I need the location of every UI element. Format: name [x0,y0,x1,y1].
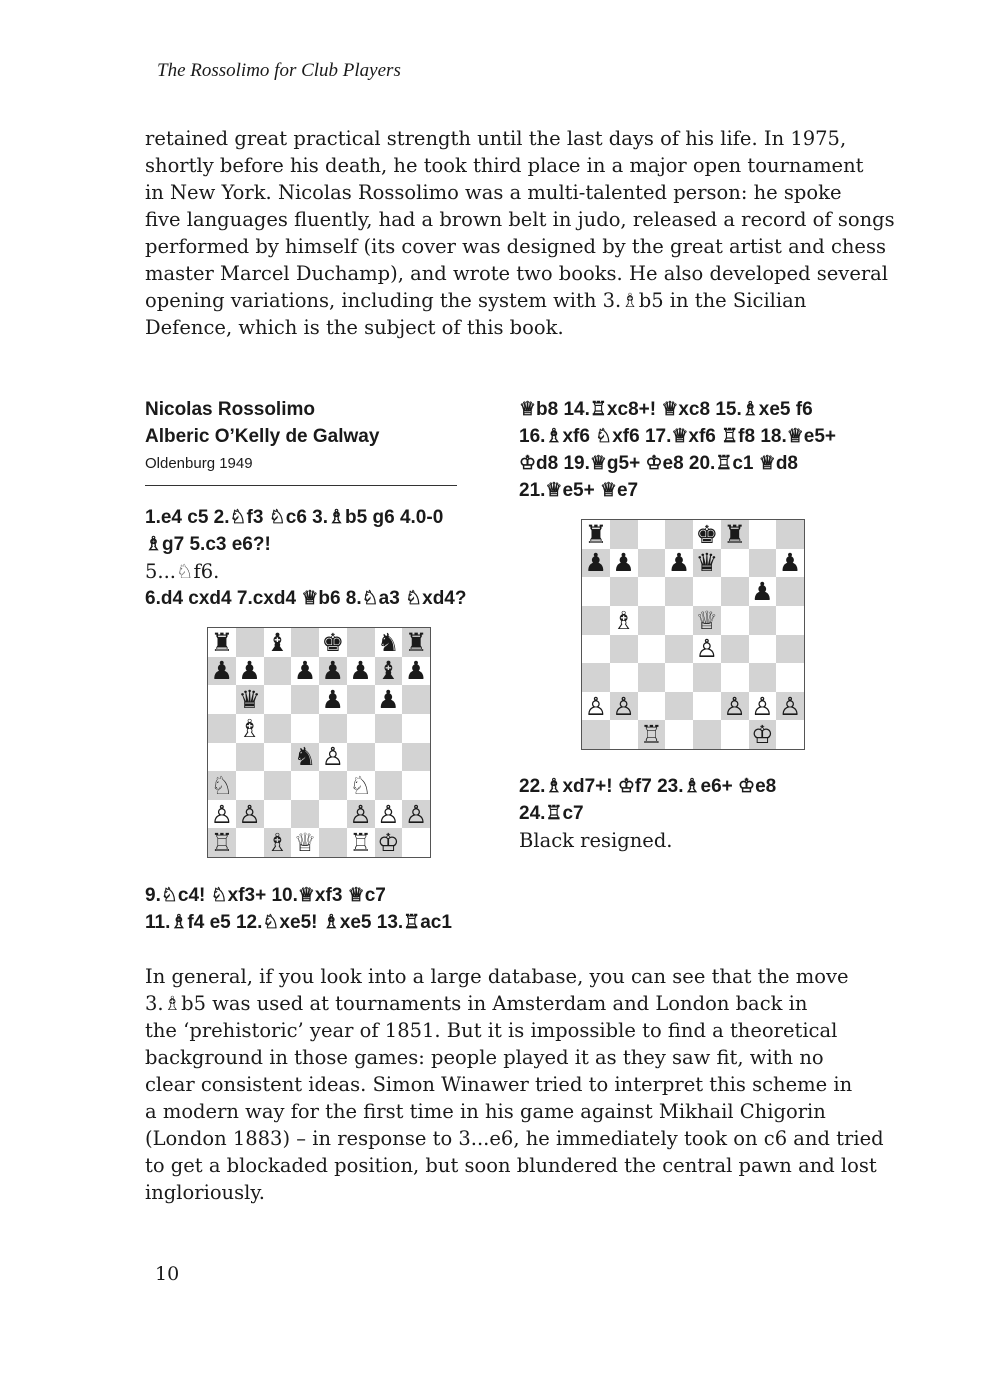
board-square [749,549,777,578]
board-square [402,714,430,743]
white-player: Nicolas Rossolimo [145,399,315,420]
game-header [145,396,379,478]
board-square [402,628,430,657]
board-square [582,692,610,721]
black-pawn-icon: ♟ [210,656,234,686]
board-square [610,520,638,549]
board-square [693,549,721,578]
board-square [319,685,347,714]
board-square [236,628,264,657]
board-square [610,549,638,578]
board-square [291,685,319,714]
board-square [347,743,375,772]
board-square [402,771,430,800]
board-square [347,628,375,657]
move-line: 9.♘c4! ♘xf3+ 10.♕xf3 ♕c7 [145,885,386,906]
board-square [375,628,403,657]
board-square [347,657,375,686]
white-pawn-icon: ♙ [210,799,234,829]
board-square [582,606,610,635]
board-square [264,657,292,686]
board-square [721,635,749,664]
black-king-icon: ♚ [695,519,719,549]
black-queen-icon: ♛ [238,685,261,715]
white-pawn-icon: ♙ [612,691,635,721]
board-square [638,606,666,635]
board-square [665,692,693,721]
white-king-icon: ♔ [377,828,400,858]
white-king-icon: ♔ [751,720,774,750]
white-pawn-icon: ♙ [238,799,261,829]
board-square [610,635,638,664]
white-pawn-icon: ♙ [404,799,428,829]
text-line: to get a blockaded position, but soon blundered the central pawn and lost [145,1154,877,1177]
board-square [693,606,721,635]
black-pawn-icon: ♟ [238,656,261,686]
board-square [776,720,804,749]
black-pawn-icon: ♟ [584,548,608,578]
board-square [291,657,319,686]
board-square [749,663,777,692]
board-square [291,743,319,772]
text-line: opening variations, including the system with 3.♗b5 in the Sicilian [145,289,807,312]
white-rook-icon: ♖ [210,828,234,858]
board-square [347,685,375,714]
board-square [264,800,292,829]
board-square [721,692,749,721]
moves-block-3 [519,396,836,504]
board-square [721,577,749,606]
board-square [291,714,319,743]
chess-diagram-2 [581,519,805,750]
text-line: in New York. Nicolas Rossolimo was a multi-talented person: he spoke [145,181,842,204]
text-line: ingloriously. [145,1181,265,1204]
game-venue: Oldenburg 1949 [145,455,253,472]
white-pawn-icon: ♙ [321,742,345,772]
board-square [375,657,403,686]
text-line: background in those games: people played it as they saw fit, with no [145,1046,824,1069]
board-square [721,520,749,549]
running-head: The Rossolimo for Club Players [157,60,401,81]
white-pawn-icon: ♙ [695,634,719,664]
board-square [749,520,777,549]
black-pawn-icon: ♟ [377,685,400,715]
board-square [665,720,693,749]
board-square [610,692,638,721]
board-square [236,743,264,772]
white-bishop-icon: ♗ [266,828,289,858]
page-number: 10 [155,1263,180,1285]
board-square [236,800,264,829]
board-square [208,714,236,743]
outro-paragraph [145,963,884,1206]
text-line: clear consistent ideas. Simon Winawer tried to interpret this scheme in [145,1073,853,1096]
board-square [402,800,430,829]
board-square [208,828,236,857]
board-square [208,685,236,714]
white-pawn-icon: ♙ [723,691,746,721]
board-square [610,606,638,635]
black-rook-icon: ♜ [210,627,234,657]
board-square [236,771,264,800]
board-square [347,771,375,800]
board-square [319,771,347,800]
board-square [347,800,375,829]
board-square [776,692,804,721]
board-square [776,663,804,692]
white-rook-icon: ♖ [640,720,663,750]
board-square [582,549,610,578]
black-player: Alberic O’Kelly de Galway [145,426,380,447]
board-square [375,685,403,714]
intro-paragraph [145,125,895,341]
text-line: In general, if you look into a large database, you can see that the move [145,965,849,988]
white-knight-icon: ♘ [210,770,234,800]
board-square [693,720,721,749]
move-line: 11.♗f4 e5 12.♘xe5! ♗xe5 13.♖ac1 [145,912,452,933]
board-square [319,828,347,857]
variation-note: 5...♘f6. [145,560,220,583]
board-square [582,663,610,692]
board-square [749,692,777,721]
board-square [375,743,403,772]
board-square [665,577,693,606]
white-pawn-icon: ♙ [751,691,774,721]
board-square [402,743,430,772]
board-square [582,520,610,549]
move-line: 22.♗xd7+! ♔f7 23.♗e6+ ♔e8 [519,776,777,797]
board-square [776,635,804,664]
board-square [749,635,777,664]
board-square [208,628,236,657]
board-square [291,771,319,800]
white-knight-icon: ♘ [349,770,372,800]
board-square [236,685,264,714]
board-square [610,663,638,692]
move-line: 24.♖c7 [519,803,584,824]
board-square [264,685,292,714]
board-square [319,800,347,829]
board-square [347,714,375,743]
board-square [638,549,666,578]
board-square [582,635,610,664]
board-square [264,743,292,772]
board-square [375,800,403,829]
board-square [264,714,292,743]
white-bishop-icon: ♗ [612,605,635,635]
board-square [347,828,375,857]
move-line: 6.d4 cxd4 7.cxd4 ♕b6 8.♘a3 ♘xd4? [145,588,467,609]
moves-block-1 [145,504,466,612]
text-line: shortly before his death, he took third place in a major open tournament [145,154,864,177]
board-square [236,828,264,857]
board-square [693,663,721,692]
board-square [582,720,610,749]
black-pawn-icon: ♟ [612,548,635,578]
board-square [638,520,666,549]
text-line: Defence, which is the subject of this book. [145,316,564,339]
text-line: a modern way for the first time in his game against Mikhail Chigorin [145,1100,826,1123]
move-line: ♗g7 5.c3 e6?! [145,534,271,555]
board-square [721,606,749,635]
white-queen-icon: ♕ [293,828,317,858]
white-bishop-icon: ♗ [238,713,261,743]
white-pawn-icon: ♙ [349,799,372,829]
board-square [665,663,693,692]
board-square [693,577,721,606]
board-square [264,771,292,800]
black-pawn-icon: ♟ [404,656,428,686]
board-square [264,628,292,657]
text-line: retained great practical strength until the last days of his life. In 1975, [145,127,847,150]
board-square [208,771,236,800]
black-rook-icon: ♜ [404,627,428,657]
board-square [749,720,777,749]
white-pawn-icon: ♙ [778,691,802,721]
black-pawn-icon: ♟ [321,656,345,686]
board-square [582,577,610,606]
black-knight-icon: ♞ [293,742,317,772]
black-pawn-icon: ♟ [293,656,317,686]
board-square [610,720,638,749]
black-rook-icon: ♜ [723,519,746,549]
white-pawn-icon: ♙ [377,799,400,829]
board-square [638,692,666,721]
board-square [375,714,403,743]
board-square [375,771,403,800]
board-square [264,828,292,857]
board-square [402,828,430,857]
moves-block-4 [519,773,776,854]
board-square [638,720,666,749]
moves-block-2 [145,882,452,936]
board-square [319,743,347,772]
black-king-icon: ♚ [321,627,345,657]
board-square [402,657,430,686]
board-square [208,657,236,686]
text-line: the ‘prehistoric’ year of 1851. But it is impossible to find a theoretical [145,1019,838,1042]
move-line: ♔d8 19.♕g5+ ♔e8 20.♖c1 ♕d8 [519,453,798,474]
chess-diagram-1 [207,627,431,858]
black-pawn-icon: ♟ [778,548,802,578]
board-square [776,520,804,549]
black-pawn-icon: ♟ [349,656,372,686]
board-square [319,714,347,743]
black-pawn-icon: ♟ [321,685,345,715]
text-line: (London 1883) – in response to 3...e6, he immediately took on c6 and tried [145,1127,884,1150]
board-square [776,577,804,606]
board-square [236,714,264,743]
board-square [665,635,693,664]
board-square [665,549,693,578]
board-square [236,657,264,686]
board-square [749,606,777,635]
move-line: 16.♗xf6 ♘xf6 17.♕xf6 ♖f8 18.♕e5+ [519,426,837,447]
board-square [375,828,403,857]
board-square [721,720,749,749]
header-divider [145,485,457,486]
board-square [402,685,430,714]
board-square [610,577,638,606]
board-square [319,628,347,657]
board-square [693,635,721,664]
board-square [638,577,666,606]
move-line: 21.♕e5+ ♕e7 [519,480,639,501]
text-line: master Marcel Duchamp), and wrote two books. He also developed several [145,262,889,285]
black-rook-icon: ♜ [584,519,608,549]
game-result: Black resigned. [519,829,673,852]
black-queen-icon: ♛ [695,548,719,578]
white-rook-icon: ♖ [349,828,372,858]
black-knight-icon: ♞ [377,627,400,657]
board-square [208,800,236,829]
white-queen-icon: ♕ [695,605,719,635]
move-line: 1.e4 c5 2.♘f3 ♘c6 3.♗b5 g6 4.0-0 [145,507,444,528]
board-square [638,635,666,664]
black-pawn-icon: ♟ [751,577,774,607]
board-square [291,828,319,857]
board-square [776,549,804,578]
board-square [721,549,749,578]
board-square [319,657,347,686]
text-line: performed by himself (its cover was designed by the great artist and chess [145,235,886,258]
text-line: 3.♗b5 was used at tournaments in Amsterdam and London back in [145,992,808,1015]
board-square [776,606,804,635]
board-square [693,520,721,549]
white-pawn-icon: ♙ [584,691,608,721]
board-square [291,800,319,829]
board-square [693,692,721,721]
black-pawn-icon: ♟ [667,548,691,578]
board-square [749,577,777,606]
board-square [665,606,693,635]
black-bishop-icon: ♝ [377,656,400,686]
black-bishop-icon: ♝ [266,627,289,657]
board-square [665,520,693,549]
board-square [291,628,319,657]
text-line: five languages fluently, had a brown belt in judo, released a record of songs [145,208,895,231]
board-square [638,663,666,692]
move-line: ♕b8 14.♖xc8+! ♕xc8 15.♗xe5 f6 [519,399,813,420]
board-square [208,743,236,772]
board-square [721,663,749,692]
